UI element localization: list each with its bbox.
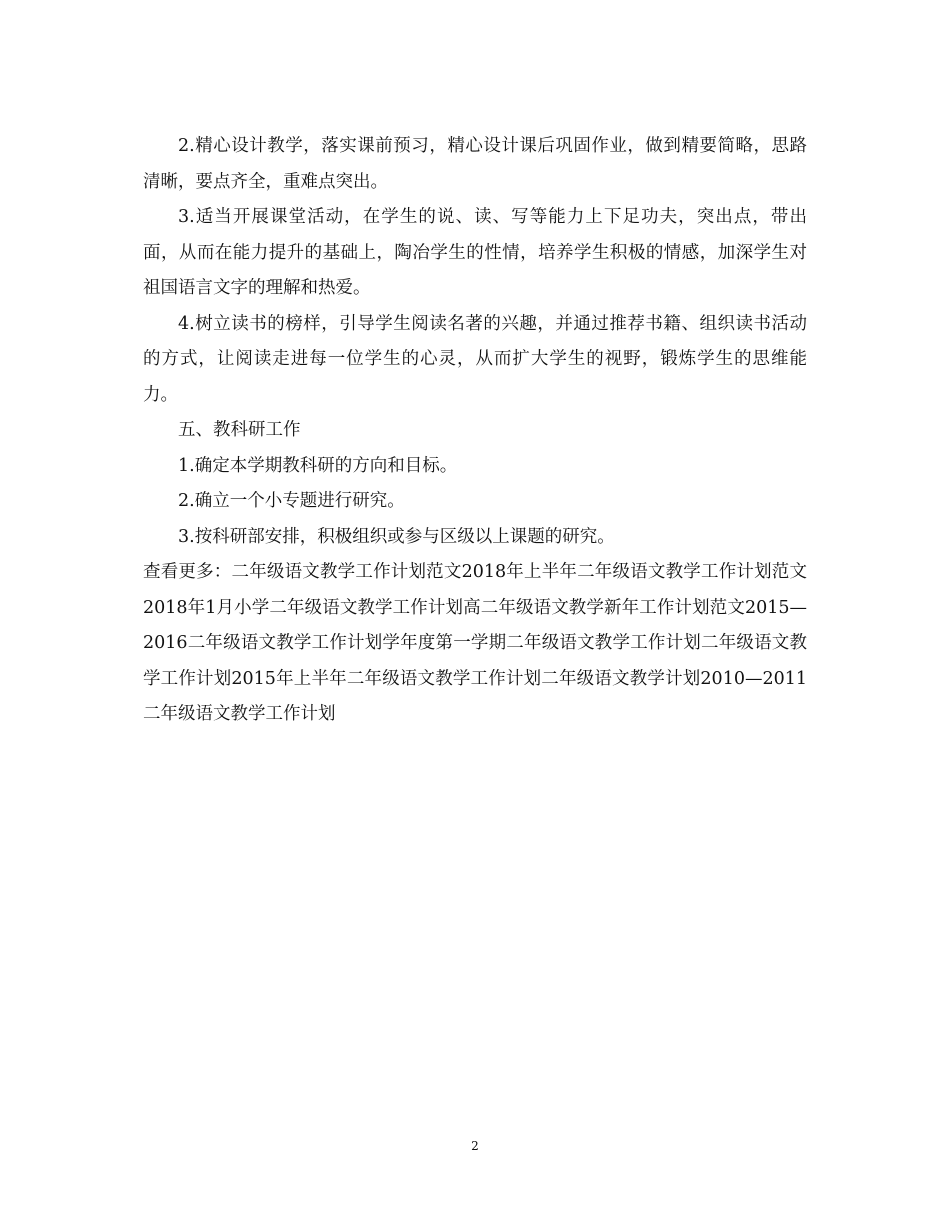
paragraph-reading-model: 4.树立读书的榜样，引导学生阅读名著的兴趣，并通过推荐书籍、组织读书活动的方式，让阅读走进每一位学生的心灵，从而扩大学生的视野，锻炼学生的思维能力。: [143, 313, 807, 405]
paragraph-design-teaching: 2.精心设计教学，落实课前预习，精心设计课后巩固作业，做到精要简略，思路清晰，要点齐全，重难点突出。: [143, 136, 807, 192]
document-body: [143, 129, 807, 733]
section-heading-research: 五、教科研工作: [178, 420, 301, 440]
paragraph-research-direction: 1.确定本学期教科研的方向和目标。: [178, 455, 458, 476]
page-number: 2: [471, 1139, 479, 1153]
paragraph-research-topic: 2.确立一个小专题进行研究。: [178, 491, 405, 511]
see-more-links: 查看更多：二年级语文教学工作计划范文2018年上半年二年级语文教学工作计划范文2018年1月小学二年级语文教学工作计划高二年级语文教学新年工作计划范文2015—2016二年级语文教学工作计划学年度第一学期二年级语文教学工作计划二年级语文教学工作计划2015年上半年二年级语文教学工作计划二年级语文教学计划2010—2011二年级语文教学工作计划: [143, 562, 807, 724]
paragraph-classroom-activities: 3.适当开展课堂活动，在学生的说、读、写等能力上下足功夫，突出点，带出面，从而在能力提升的基础上，陶冶学生的性情，培养学生积极的情感，加深学生对祖国语言文字的理解和热爱。: [143, 207, 807, 298]
paragraph-research-arrangement: 3.按科研部安排，积极组织或参与区级以上课题的研究。: [178, 526, 615, 547]
